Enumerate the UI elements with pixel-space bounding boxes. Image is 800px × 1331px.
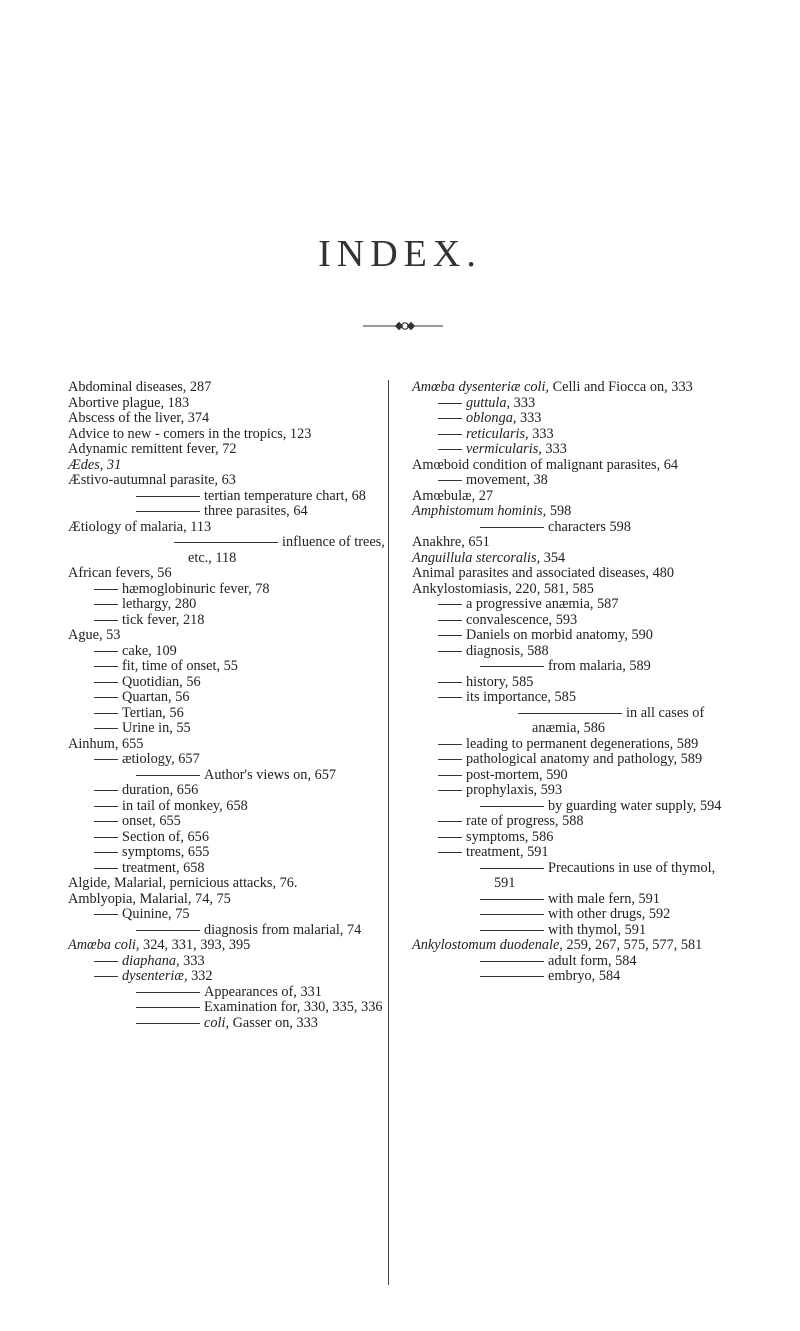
index-entry bbox=[412, 706, 732, 737]
index-entry bbox=[412, 737, 732, 753]
index-entry-text: Anguillula stercoralis, 354 bbox=[412, 549, 566, 566]
page-title: INDEX. bbox=[318, 233, 482, 275]
index-entry bbox=[412, 582, 732, 598]
index-entry-text: guttula, 333 bbox=[466, 394, 536, 411]
index-entry-text: diagnosis, 588 bbox=[466, 642, 549, 659]
index-entry-text: Animal parasites and associated diseases, 480 bbox=[412, 565, 675, 581]
index-entry-text: with thymol, 591 bbox=[548, 921, 647, 938]
index-entry bbox=[68, 504, 388, 520]
index-column-right bbox=[412, 380, 732, 985]
ditto-dash bbox=[438, 759, 462, 760]
index-entry bbox=[68, 845, 388, 861]
ditto-dash bbox=[438, 434, 462, 435]
index-entry bbox=[68, 830, 388, 846]
index-entry-text: Amphistomum hominis, 598 bbox=[412, 503, 572, 519]
index-entry bbox=[68, 597, 388, 613]
index-entry-text: Ætiology of malaria, 113 bbox=[68, 518, 212, 535]
index-entry-text: embryo, 584 bbox=[548, 968, 621, 984]
index-entry-text: Amœbulæ, 27 bbox=[412, 487, 494, 504]
index-entry-text: Author's views on, 657 bbox=[204, 766, 337, 783]
ditto-dash bbox=[136, 775, 200, 776]
ditto-dash bbox=[438, 620, 462, 621]
ditto-dash bbox=[94, 961, 118, 962]
index-entry-text: reticularis, 333 bbox=[466, 425, 554, 442]
ditto-dash bbox=[94, 806, 118, 807]
index-entry bbox=[412, 783, 732, 799]
index-entry bbox=[412, 814, 732, 830]
index-entry bbox=[412, 597, 732, 613]
index-entry-text: a progressive anæmia, 587 bbox=[466, 596, 619, 612]
index-entry-text: treatment, 658 bbox=[122, 859, 205, 876]
index-entry bbox=[412, 380, 732, 396]
index-entry-text: its importance, 585 bbox=[466, 689, 576, 705]
index-entry bbox=[68, 985, 388, 1001]
index-entry-text: tick fever, 218 bbox=[122, 611, 205, 628]
index-entry bbox=[68, 644, 388, 660]
index-entry-text: with male fern, 591 bbox=[548, 890, 660, 907]
index-entry bbox=[68, 752, 388, 768]
index-entry bbox=[412, 954, 732, 970]
index-entry-text: in tail of monkey, 658 bbox=[122, 797, 248, 814]
ditto-dash bbox=[480, 899, 544, 900]
index-entry-text: convalescence, 593 bbox=[466, 611, 578, 628]
index-entry-text: characters 598 bbox=[548, 518, 631, 535]
index-entry-text: treatment, 591 bbox=[466, 844, 549, 860]
index-entry-text: leading to permanent degenerations, 589 bbox=[466, 735, 699, 752]
index-entry-text: Algide, Malarial, pernicious attacks, 76. bbox=[68, 875, 298, 891]
ditto-dash bbox=[94, 697, 118, 698]
ditto-dash bbox=[438, 604, 462, 605]
ditto-dash bbox=[94, 620, 118, 621]
index-entry-text: from malaria, 589 bbox=[548, 658, 651, 674]
ditto-dash bbox=[438, 418, 462, 419]
index-entry bbox=[68, 954, 388, 970]
index-entry-text: post-mortem, 590 bbox=[466, 766, 568, 783]
index-entry-text: by guarding water supply, 594 bbox=[548, 797, 722, 814]
index-entry bbox=[412, 458, 732, 474]
index-entry-text: onset, 655 bbox=[122, 813, 181, 829]
ditto-dash bbox=[94, 790, 118, 791]
ditto-dash bbox=[438, 682, 462, 683]
index-entry bbox=[412, 520, 732, 536]
ditto-dash bbox=[480, 976, 544, 977]
index-entry bbox=[412, 799, 732, 815]
index-entry-text: Amœboid condition of malignant parasites, 64 bbox=[412, 456, 679, 473]
index-entry-text: Ankylostomiasis, 220, 581, 585 bbox=[412, 580, 594, 597]
index-entry bbox=[68, 938, 388, 954]
index-entry-text: movement, 38 bbox=[466, 472, 548, 488]
index-entry-text: Appearances of, 331 bbox=[204, 983, 322, 1000]
ditto-dash bbox=[480, 914, 544, 915]
ditto-dash bbox=[94, 868, 118, 869]
index-entry bbox=[68, 721, 388, 737]
ditto-dash bbox=[480, 868, 544, 869]
ditto-dash bbox=[94, 666, 118, 667]
ditto-dash bbox=[94, 821, 118, 822]
index-entry bbox=[68, 675, 388, 691]
index-entry bbox=[68, 907, 388, 923]
index-entry bbox=[412, 659, 732, 675]
index-entry-text: with other drugs, 592 bbox=[548, 906, 671, 922]
index-entry bbox=[412, 504, 732, 520]
ditto-dash bbox=[94, 604, 118, 605]
index-entry-text: Ague, 53 bbox=[68, 627, 121, 643]
index-entry-text: prophylaxis, 593 bbox=[466, 782, 563, 798]
index-entry bbox=[412, 907, 732, 923]
index-entry-text: Abscess of the liver, 374 bbox=[68, 410, 210, 426]
index-entry-text: vermicularis, 333 bbox=[466, 441, 567, 457]
index-entry bbox=[412, 675, 732, 691]
index-entry bbox=[68, 628, 388, 644]
index-entry-text: diagnosis from malarial, 74 bbox=[204, 921, 362, 938]
index-entry bbox=[68, 489, 388, 505]
index-entry bbox=[412, 845, 732, 861]
ditto-dash bbox=[438, 635, 462, 636]
index-entry-text: Anakhre, 651 bbox=[412, 534, 490, 550]
ditto-dash bbox=[136, 1007, 200, 1008]
ditto-dash bbox=[136, 1023, 200, 1024]
ditto-dash bbox=[480, 961, 544, 962]
index-entry-text: Ainhum, 655 bbox=[68, 735, 144, 752]
ditto-dash bbox=[438, 821, 462, 822]
index-entry-text: tertian temperature chart, 68 bbox=[204, 487, 366, 504]
ditto-dash bbox=[174, 542, 278, 543]
index-entry bbox=[412, 752, 732, 768]
index-entry bbox=[412, 411, 732, 427]
index-entry-text: in all cases of anæmia, 586 bbox=[532, 704, 705, 736]
index-entry-text: Precautions in use of thymol, 591 bbox=[494, 859, 716, 891]
index-entry bbox=[68, 380, 388, 396]
index-entry bbox=[68, 1016, 388, 1032]
index-entry bbox=[68, 473, 388, 489]
index-entry-text: lethargy, 280 bbox=[122, 596, 197, 612]
ditto-dash bbox=[94, 914, 118, 915]
ditto-dash bbox=[136, 496, 200, 497]
ditto-dash bbox=[94, 682, 118, 683]
index-entry-text: Amœba coli, 324, 331, 393, 395 bbox=[68, 937, 251, 953]
index-entry bbox=[68, 861, 388, 877]
ditto-dash bbox=[480, 806, 544, 807]
ditto-dash bbox=[438, 852, 462, 853]
index-entry-text: Æstivo-autumnal parasite, 63 bbox=[68, 472, 236, 488]
index-entry-text: duration, 656 bbox=[122, 782, 199, 798]
index-entry-text: oblonga, 333 bbox=[466, 410, 542, 426]
index-entry-text: influence of trees, etc., 118 bbox=[188, 534, 385, 566]
index-entry bbox=[68, 814, 388, 830]
index-entry bbox=[68, 1000, 388, 1016]
index-entry bbox=[68, 411, 388, 427]
index-entry bbox=[412, 427, 732, 443]
index-entry-text: dysenteriæ, 332 bbox=[122, 968, 213, 984]
ditto-dash bbox=[136, 511, 200, 512]
index-entry-text: Abdominal diseases, 287 bbox=[68, 379, 212, 395]
index-entry-text: symptoms, 586 bbox=[466, 828, 554, 845]
index-entry bbox=[68, 969, 388, 985]
ditto-dash bbox=[438, 651, 462, 652]
index-entry bbox=[68, 737, 388, 753]
ditto-dash bbox=[438, 790, 462, 791]
index-entry-text: diaphana, 333 bbox=[122, 952, 205, 969]
index-entry bbox=[412, 969, 732, 985]
ditto-dash bbox=[480, 930, 544, 931]
index-entry-text: adult form, 584 bbox=[548, 952, 637, 969]
index-entry bbox=[412, 861, 732, 892]
ditto-dash bbox=[438, 449, 462, 450]
index-entry bbox=[412, 830, 732, 846]
index-entry bbox=[412, 535, 732, 551]
index-entry-text: Tertian, 56 bbox=[122, 704, 184, 721]
index-entry bbox=[412, 690, 732, 706]
ditto-dash bbox=[94, 651, 118, 652]
index-entry bbox=[68, 768, 388, 784]
index-entry-text: Amœba dysenteriæ coli, Celli and Fiocca on, 333 bbox=[412, 379, 693, 395]
index-entry-text: Amblyopia, Malarial, 74, 75 bbox=[68, 890, 231, 907]
ditto-dash bbox=[136, 992, 200, 993]
index-entry bbox=[412, 551, 732, 567]
index-entry-text: history, 585 bbox=[466, 673, 534, 690]
index-entry-text: Abortive plague, 183 bbox=[68, 394, 190, 411]
index-entry-text: Examination for, 330, 335, 336 bbox=[204, 999, 383, 1015]
index-entry bbox=[68, 923, 388, 939]
index-entry-text: cake, 109 bbox=[122, 642, 177, 659]
index-entry bbox=[68, 458, 388, 474]
ditto-dash bbox=[438, 480, 462, 481]
index-entry-text: rate of progress, 588 bbox=[466, 813, 584, 829]
index-entry-text: Ankylostomum duodenale, 259, 267, 575, 577, 581 bbox=[412, 937, 703, 953]
index-entry-text: Ædes, 31 bbox=[68, 456, 122, 473]
index-entry bbox=[68, 582, 388, 598]
index-entry-text: Quotidian, 56 bbox=[122, 673, 201, 690]
index-entry-text: symptoms, 655 bbox=[122, 844, 210, 860]
ornament-divider bbox=[363, 320, 443, 332]
index-entry bbox=[68, 427, 388, 443]
index-entry bbox=[68, 613, 388, 629]
index-entry bbox=[412, 768, 732, 784]
index-entry bbox=[412, 566, 732, 582]
index-entry bbox=[68, 396, 388, 412]
ditto-dash bbox=[438, 837, 462, 838]
index-entry bbox=[412, 923, 732, 939]
index-entry-text: ætiology, 657 bbox=[122, 751, 200, 767]
index-entry bbox=[68, 520, 388, 536]
index-entry-text: pathological anatomy and pathology, 589 bbox=[466, 751, 703, 767]
index-entry bbox=[68, 690, 388, 706]
index-entry-text: fit, time of onset, 55 bbox=[122, 658, 238, 674]
index-entry bbox=[68, 535, 388, 566]
index-entry bbox=[68, 799, 388, 815]
ditto-dash bbox=[94, 852, 118, 853]
index-entry-text: Advice to new - comers in the tropics, 123 bbox=[68, 425, 312, 442]
ditto-dash bbox=[518, 713, 622, 714]
index-entry bbox=[412, 938, 732, 954]
index-entry bbox=[412, 644, 732, 660]
index-entry bbox=[68, 566, 388, 582]
ditto-dash bbox=[94, 976, 118, 977]
index-entry bbox=[412, 442, 732, 458]
index-entry bbox=[68, 892, 388, 908]
index-entry-text: coli, Gasser on, 333 bbox=[204, 1014, 318, 1031]
index-entry bbox=[412, 613, 732, 629]
index-entry bbox=[68, 706, 388, 722]
index-entry bbox=[412, 489, 732, 505]
ditto-dash bbox=[438, 744, 462, 745]
index-entry-text: Quinine, 75 bbox=[122, 906, 190, 922]
ditto-dash bbox=[94, 728, 118, 729]
index-entry bbox=[412, 892, 732, 908]
index-entry-text: African fevers, 56 bbox=[68, 565, 172, 581]
index-entry bbox=[68, 659, 388, 675]
ditto-dash bbox=[94, 759, 118, 760]
ditto-dash bbox=[480, 527, 544, 528]
ditto-dash bbox=[94, 589, 118, 590]
index-entry bbox=[412, 628, 732, 644]
column-divider bbox=[388, 380, 389, 1285]
index-entry-text: Quartan, 56 bbox=[122, 689, 190, 705]
ditto-dash bbox=[480, 666, 544, 667]
ditto-dash bbox=[438, 775, 462, 776]
ditto-dash bbox=[94, 713, 118, 714]
index-entry bbox=[412, 396, 732, 412]
index-entry bbox=[68, 876, 388, 892]
index-entry-text: Adynamic remittent fever, 72 bbox=[68, 441, 237, 457]
index-entry bbox=[68, 442, 388, 458]
ditto-dash bbox=[438, 697, 462, 698]
index-entry-text: hæmoglobinuric fever, 78 bbox=[122, 580, 270, 597]
index-entry bbox=[68, 783, 388, 799]
index-entry-text: three parasites, 64 bbox=[204, 503, 308, 519]
index-entry-text: Urine in, 55 bbox=[122, 720, 191, 736]
index-entry-text: Daniels on morbid anatomy, 590 bbox=[466, 627, 653, 643]
index-entry bbox=[412, 473, 732, 489]
ditto-dash bbox=[94, 837, 118, 838]
ditto-dash bbox=[438, 403, 462, 404]
index-entry-text: Section of, 656 bbox=[122, 828, 209, 845]
ditto-dash bbox=[136, 930, 200, 931]
index-column-left bbox=[68, 380, 388, 1031]
